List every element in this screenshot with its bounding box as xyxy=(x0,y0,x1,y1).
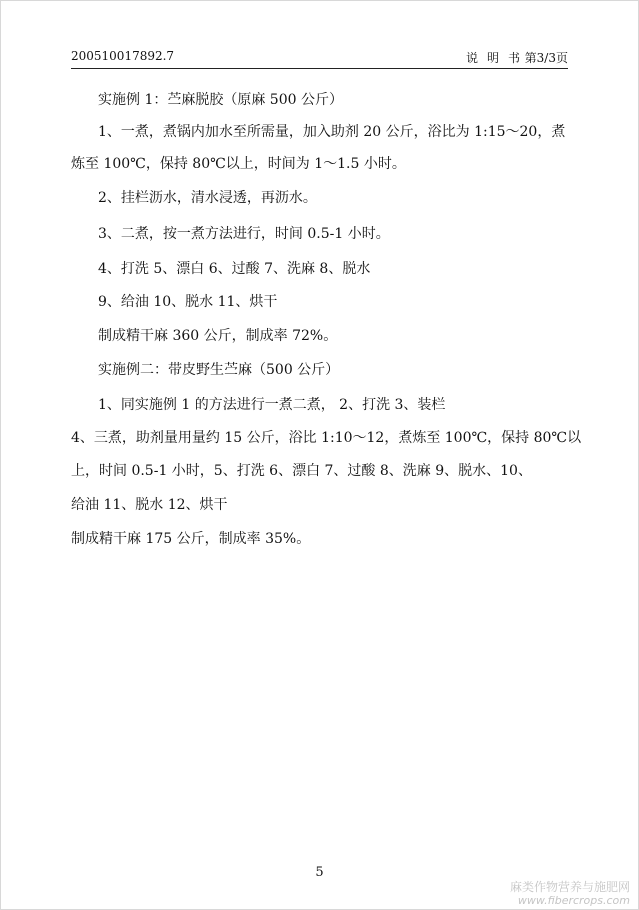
example-1-steps-4-8: 4、打洗 5、漂白 6、过酸 7、洗麻 8、脱水 xyxy=(98,261,371,277)
example-2-step-4-line-2: 上，时间 0.5-1 小时，5、打洗 6、漂白 7、过酸 8、洗麻 9、脱水、10、 xyxy=(71,463,532,479)
header-rule xyxy=(71,68,568,69)
watermark-url: www.fibercrops.com xyxy=(517,894,630,907)
application-number: 200510017892.7 xyxy=(71,49,175,63)
site-watermark xyxy=(510,881,630,907)
page-header xyxy=(71,46,568,68)
example-2-heading: 实施例二：带皮野生苎麻（500 公斤） xyxy=(98,362,340,378)
example-2-step-4-line-3: 给油 11、脱水 12、烘干 xyxy=(71,497,228,513)
example-1-step-3: 3、二煮，按一煮方法进行，时间 0.5-1 小时。 xyxy=(98,226,390,242)
example-2-step-4-line-1: 4、三煮，助剂量用量约 15 公斤，浴比 1:10～12，煮炼至 100℃，保持 80℃以 xyxy=(71,430,582,446)
example-1-step-2: 2、挂栏沥水，清水浸透，再沥水。 xyxy=(98,190,317,206)
watermark-site-name: 麻类作物营养与施肥网 xyxy=(509,880,630,894)
example-2-result: 制成精干麻 175 公斤，制成率 35%。 xyxy=(71,531,311,547)
example-1-step-1-line-1: 1、一煮，煮锅内加水至所需量，加入助剂 20 公斤，浴比为 1:15～20，煮 xyxy=(98,124,566,140)
example-1-heading: 实施例 1：苎麻脱胶（原麻 500 公斤） xyxy=(98,92,343,108)
example-1-step-1-line-2: 炼至 100℃，保持 80℃以上，时间为 1～1.5 小时。 xyxy=(71,156,406,172)
document-title: 说明书 xyxy=(466,51,530,65)
example-1-steps-9-11: 9、给油 10、脱水 11、烘干 xyxy=(98,294,278,310)
example-1-result: 制成精干麻 360 公斤，制成率 72%。 xyxy=(98,328,338,344)
page-number: 5 xyxy=(315,865,324,880)
example-2-steps-1-3: 1、同实施例 1 的方法进行一煮二煮， 2、打洗 3、装栏 xyxy=(98,397,446,413)
page-info: 第3/3页 xyxy=(524,51,568,65)
